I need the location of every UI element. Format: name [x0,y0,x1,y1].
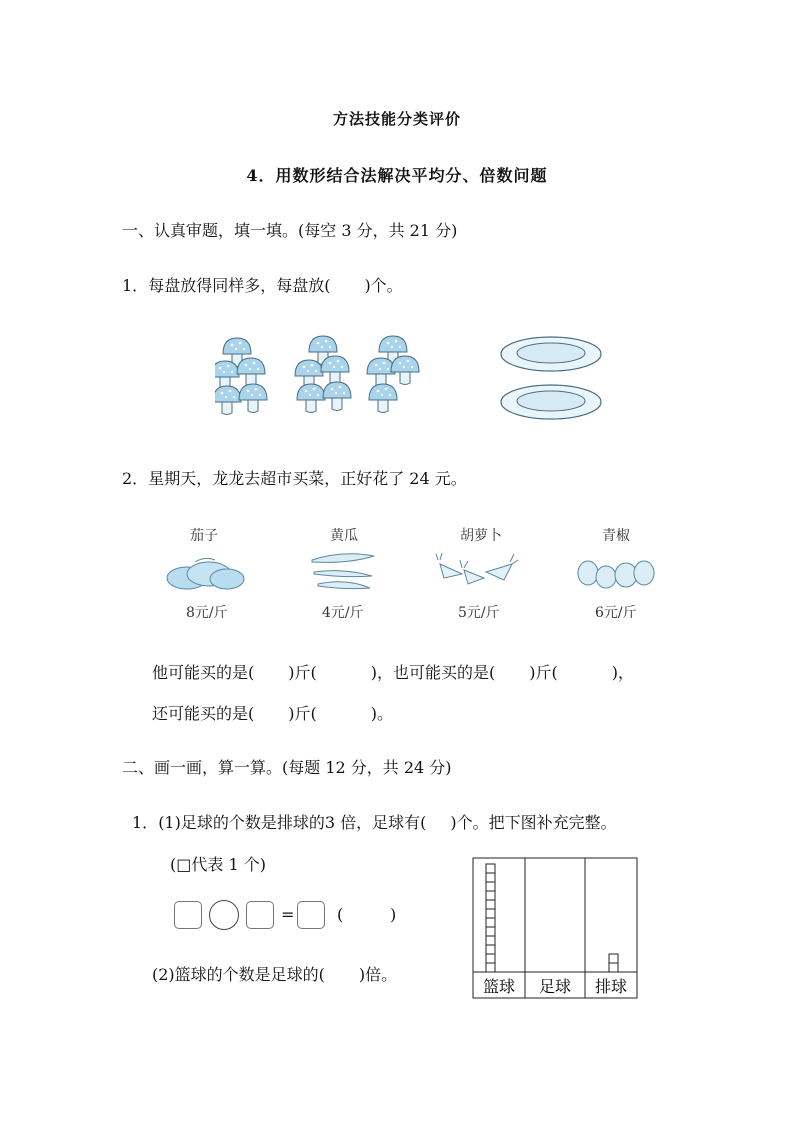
q2-l2-a: 还可能买的是( [152,704,255,723]
square-legend: (□代表 1 个) [170,855,266,874]
s2-q1-part1-b: )个。把下图补充完整。 [450,813,617,832]
s2-q1-part1 [132,810,617,833]
mushroom-icon [237,358,265,387]
equation-operator-circle[interactable] [209,900,239,930]
chart-label-volleyball: 排球 [594,977,628,996]
chart-unit-square [486,963,495,972]
q2-text: 星期天，龙龙去超市买菜，正好花了 24 元。 [148,469,467,488]
plate-top [501,337,601,371]
chart-unit-square [486,891,495,900]
q1-text-b: )个。 [364,276,403,295]
chart-unit-square [486,945,495,954]
chart-unit-square [486,936,495,945]
price-eggplant: 8元/斤 [186,605,228,621]
page-title: 方法技能分类评价 [332,110,461,128]
mushrooms-plates-illustration [215,330,610,425]
q2-l2-c: )。 [370,704,393,723]
section2-heading: 二、画一画，算一算。(每题 12 分，共 24 分) [122,758,452,777]
cucumber-icon [308,548,380,593]
s2-q1-part1-a: (1)足球的个数是排球的3 倍，足球有( [158,813,427,832]
mushroom-icon [239,384,267,413]
q2-l1-a: 他可能买的是( [152,663,255,682]
mushroom-icon [391,356,419,385]
s2-q1-part2-a: (2)篮球的个数是足球的( [152,965,325,984]
mushroom-icon [323,382,351,411]
q1-line [122,273,403,296]
chart-unit-square [486,873,495,882]
q2-line [122,466,467,489]
price-cucumber: 4元/斤 [322,605,364,621]
carrot-icon [434,550,520,592]
chart-unit-square [609,954,618,963]
chart-unit-square [486,954,495,963]
mushroom-icon [215,386,241,415]
chart-label-football: 足球 [538,977,572,996]
q2-l1-c: )，也可能买的是( [370,663,496,682]
chart-unit-square [486,918,495,927]
mushroom-icon [297,384,325,413]
equation-result-box[interactable] [297,901,325,929]
q2-answer-line2 [152,701,393,724]
q2-l2-b: )斤( [288,704,317,723]
equation-box-1[interactable] [174,901,202,929]
chart-unit-square [486,909,495,918]
page-subtitle: 4．用数形结合法解决平均分、倍数问题 [246,166,548,185]
q2-l1-e: )， [611,663,634,682]
price-pepper: 6元/斤 [595,605,637,621]
s2-q1-part2 [152,962,397,985]
mushroom-icon [215,361,239,390]
q2-l1-d: )斤( [529,663,558,682]
chart-unit-square [486,927,495,936]
price-carrot: 5元/斤 [458,605,500,621]
q2-answer-line1 [152,660,634,683]
chart-unit-square [486,900,495,909]
chart-unit-square [486,882,495,891]
eggplant-icon [165,548,247,593]
equation-box-2[interactable] [246,901,274,929]
q1-text-a: 每盘放得同样多，每盘放( [148,276,331,295]
veg-name-cucumber: 黄瓜 [330,528,358,544]
mushroom-icon [369,384,397,413]
mushroom-icon [321,356,349,385]
chart-unit-square [609,963,618,972]
veg-name-eggplant: 茄子 [190,528,218,544]
s2-q1-part2-b: )倍。 [358,965,398,984]
s2-q1-number: 1． [132,813,159,832]
veg-name-pepper: 青椒 [602,528,630,544]
unit-paren-close: ) [390,905,397,924]
veg-name-carrot: 胡萝卜 [460,528,502,544]
q2-number: 2． [122,469,149,488]
chart-unit-square [486,864,495,873]
ball-count-chart [470,855,640,1001]
equals-sign: = [281,905,295,924]
q1-number: 1． [122,276,149,295]
section1-heading: 一、认真审题，填一填。(每空 3 分，共 21 分) [122,221,458,240]
plate-bottom [501,385,601,419]
q2-l1-b: )斤( [288,663,317,682]
chart-label-basketball: 篮球 [482,977,516,996]
unit-paren-open: ( [337,905,344,924]
green-pepper-icon [576,553,658,591]
